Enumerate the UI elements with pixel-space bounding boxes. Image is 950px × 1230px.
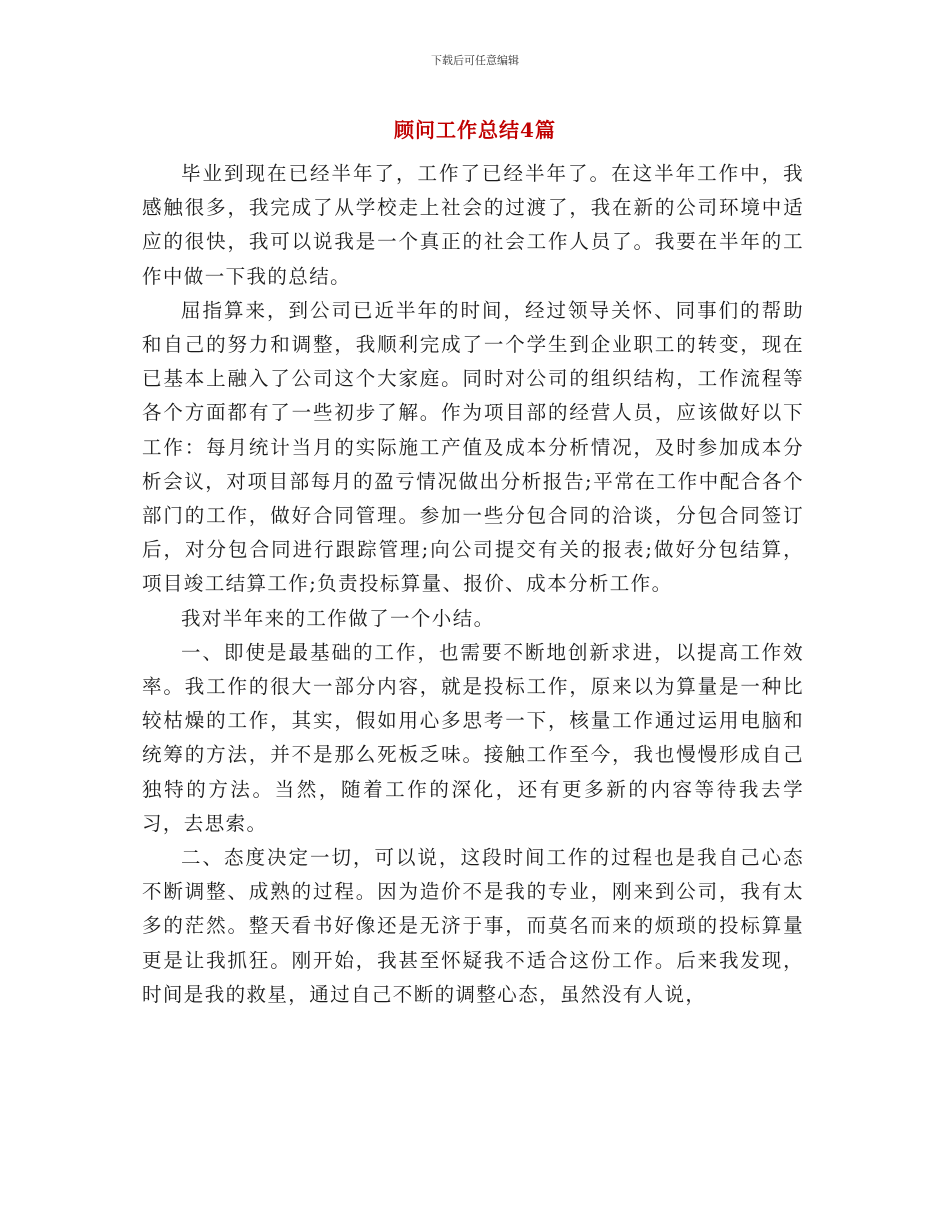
page-header: 下载后可任意编辑 [431, 54, 519, 67]
paragraph: 一、即使是最基础的工作，也需要不断地创新求进，以提高工作效率。我工作的很大一部分内容，就是投标工作，原来以为算量是一种比较枯燥的工作，其实，假如用心多思考一下，核量工作通过运用电脑和统筹的方法，并不是那么死板乏味。接触工作至今，我也慢慢形成自己独特的方法。当然，随着工作的深化，还有更多新的内容等待我去学习，去思索。 [142, 640, 804, 835]
paragraph: 我对半年来的工作做了一个小结。 [181, 606, 495, 630]
paragraph: 二、态度决定一切，可以说，这段时间工作的过程也是我自己心态不断调整、成熟的过程。因为造价不是我的专业，刚来到公司，我有太多的茫然。整天看书好像还是无济于事，而莫名而来的烦琐的投标算量更是让我抓狂。刚开始，我甚至怀疑我不适合这份工作。后来我发现，时间是我的救星，通过自己不断的调整心态，虽然没有人说， [142, 846, 804, 1006]
document-title: 顾问工作总结4篇 [394, 118, 556, 142]
paragraph: 屈指算来，到公司已近半年的时间，经过领导关怀、同事们的帮助和自己的努力和调整，我顺利完成了一个学生到企业职工的转变，现在已基本上融入了公司这个大家庭。同时对公司的组织结构，工作流程等各个方面都有了一些初步了解。作为项目部的经营人员，应该做好以下工作：每月统计当月的实际施工产值及成本分析情况，及时参加成本分析会议，对项目部每月的盈亏情况做出分析报告;平常在工作中配合各个部门的工作，做好合同管理。参加一些分包合同的洽谈，分包合同签订后，对分包合同进行跟踪管理;向公司提交有关的报表;做好分包结算，项目竣工结算工作;负责投标算量、报价、成本分析工作。 [142, 298, 804, 596]
paragraph: 毕业到现在已经半年了，工作了已经半年了。在这半年工作中，我感触很多，我完成了从学校走上社会的过渡了，我在新的公司环境中适应的很快，我可以说我是一个真正的社会工作人员了。我要在半年的工作中做一下我的总结。 [142, 162, 804, 288]
document-body [142, 157, 804, 1012]
